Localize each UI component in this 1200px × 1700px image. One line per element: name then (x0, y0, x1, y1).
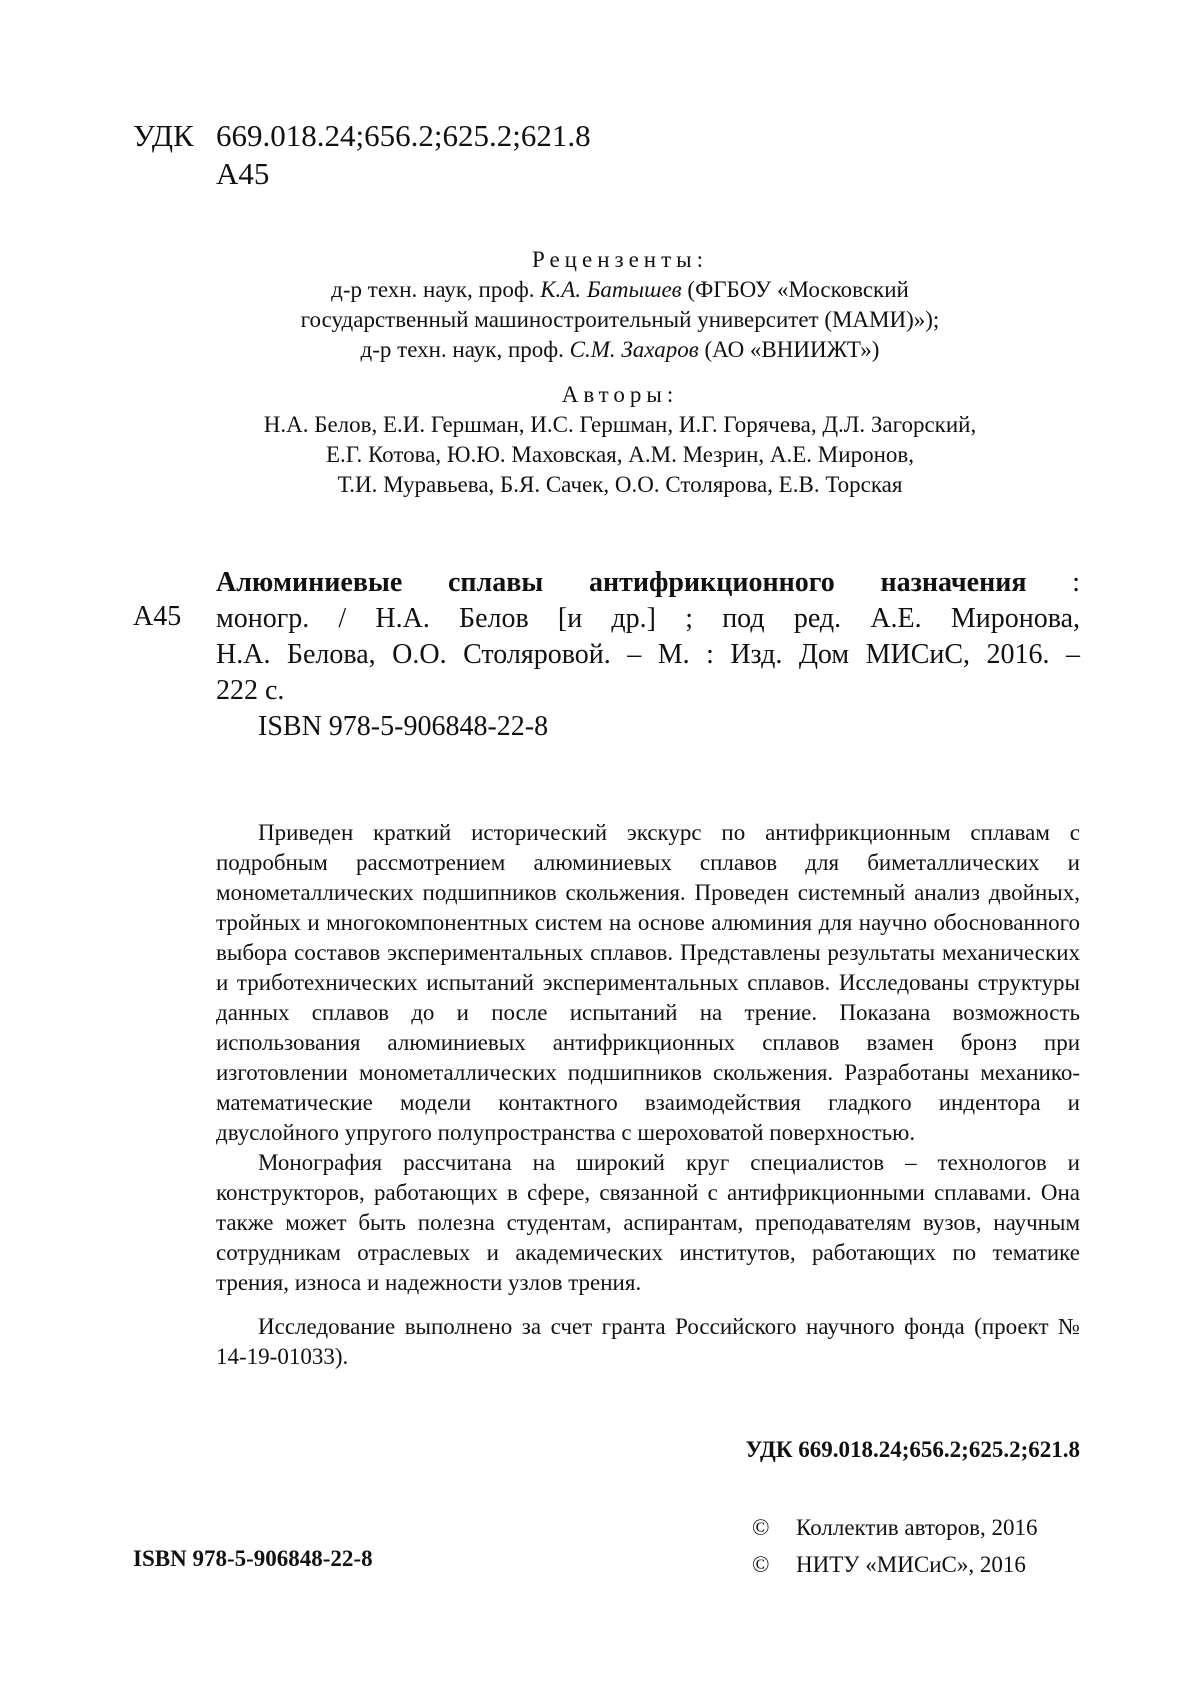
reviewer-line: д-р техн. наук, проф. С.М. Захаров (АО «ВНИИЖТ») (360, 337, 880, 362)
author-mark-top: А45 (216, 156, 270, 191)
reviewers-block (160, 245, 1080, 365)
authors-block (160, 380, 1080, 500)
authors-line: Т.И. Муравьева, Б.Я. Сачек, О.О. Столярова, Е.В. Торская (337, 472, 903, 497)
bib-line: 222 с. (216, 675, 285, 706)
authors-line: Е.Г. Котова, Ю.Ю. Маховская, А.М. Мезрин, А.Е. Миронов, (325, 442, 914, 467)
author-mark: А45 (133, 601, 182, 632)
reviewer-line: д-р техн. наук, проф. К.А. Батышев (ФГБОУ «Московский (331, 277, 909, 302)
authors-line: Н.А. Белов, Е.И. Гершман, И.С. Гершман, И.Г. Горячева, Д.Л. Загорский, (263, 412, 977, 437)
copyright-icon: © (752, 1515, 770, 1540)
copyright-icon: © (752, 1552, 770, 1577)
grant-note: Исследование выполнено за счет гранта Российского научного фонда (проект № 14-19-01033). (216, 1314, 1080, 1369)
copyright-line: © Коллектив авторов, 2016 (752, 1509, 1038, 1546)
reviewer-line: государственный машиностроительный университет (МАМИ)»); (300, 307, 940, 332)
authors-heading: Авторы: (561, 382, 679, 407)
copyrights (752, 1509, 1038, 1583)
reviewer-name: К.А. Батышев (540, 277, 682, 302)
bibliographic-record (216, 565, 1080, 745)
abstract-paragraph: Приведен краткий исторический экскурс по антифрикционным сплавам с подробным рассмотрением алюминиевых сплавов для биметаллических и монометаллических подшипников скольжения. Проведен системный анализ двойных, тройных и многокомпонентных систем на основе алюминия для научно обоснованного выбора составов экспериментальных сплавов. Представлены результаты механических и триботехнических испытаний экспериментальных сплавов. Исследованы структуры данных сплавов до и после испытаний на трение. Показана возможность использования алюминиевых антифрикционных сплавов взамен бронз при изготовлении монометаллических подшипников скольжения. Разработаны механико-математические модели контактного взаимодействия гладкого индентора и двуслойного упругого полупространства с шероховатой поверхностью. (216, 820, 1080, 1145)
bib-line: моногр. / Н.А. Белов [и др.] ; под ред. А.Е. Миронова, (216, 603, 1080, 634)
reviewers-heading: Рецензенты: (531, 247, 709, 272)
udk-footer: УДК 669.018.24;656.2;625.2;621.8 (745, 1437, 1080, 1462)
bib-line: Н.А. Белова, О.О. Столяровой. – М. : Изд. Дом МИСиС, 2016. – (216, 639, 1080, 670)
reviewer-name: С.М. Захаров (569, 337, 699, 362)
abstract-paragraph: Монография рассчитана на широкий круг специалистов – технологов и конструкторов, работающих в сфере, связанной с антифрикционными сплавами. Она также может быть полезна студентам, аспирантам, преподавателям вузов, научным сотрудникам отраслевых и академических институтов, работающих по тематике трения, износа и надежности узлов трения. (216, 1150, 1080, 1295)
bib-isbn: ISBN 978-5-906848-22-8 (258, 711, 549, 742)
isbn-footer: ISBN 978-5-906848-22-8 (133, 1546, 373, 1571)
abstract (216, 818, 1080, 1372)
udk-label: УДК (133, 118, 194, 153)
copyright-line: © НИТУ «МИСиС», 2016 (752, 1546, 1038, 1583)
udk-code: 669.018.24;656.2;625.2;621.8 (216, 118, 591, 153)
book-title: Алюминиевые сплавы антифрикционного назначения (216, 567, 1027, 598)
bib-title-line: Алюминиевые сплавы антифрикционного назначения : (216, 567, 1081, 598)
